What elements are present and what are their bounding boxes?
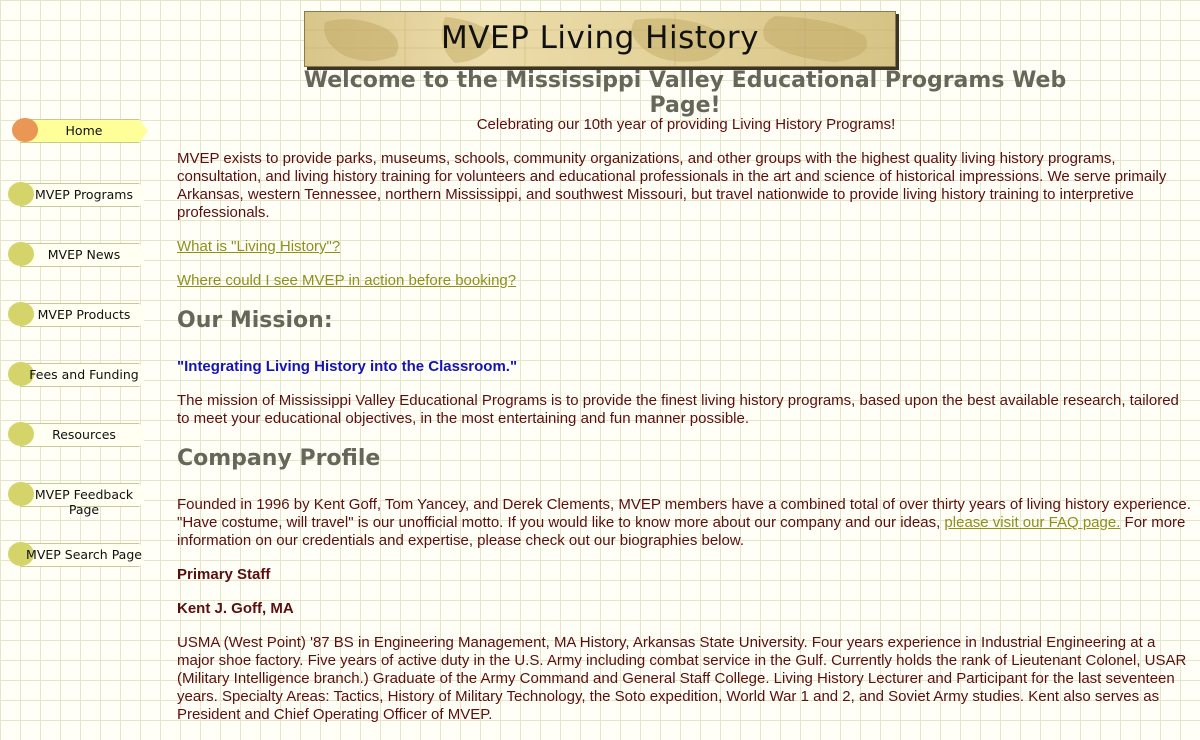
nav-label: Fees and Funding <box>29 367 139 382</box>
staff-name: Kent J. Goff, MA <box>177 600 294 617</box>
banner-title: MVEP Living History <box>441 20 759 56</box>
nav-feedback-button[interactable] <box>8 482 150 517</box>
intro-paragraph: MVEP exists to provide parks, museums, schools, community organizations, and other groups with the highest quality living history programs, consultation, and living history training for volunteers and educational professionals in the art and science of historical impressions. We serve primaily Arkansas, western Tennessee, northern Mississippi, and southwest Missouri, but travel nationwide to provide living history training to interpretive professionals. <box>177 150 1167 221</box>
profile-paragraph <box>177 496 1195 550</box>
nav-resources-button[interactable] <box>8 422 150 446</box>
nav-fees-button[interactable] <box>8 362 150 386</box>
mission-motto: "Integrating Living History into the Classroom." <box>177 358 518 375</box>
nav-products-button[interactable] <box>8 302 150 326</box>
celebrating-text: Celebrating our 10th year of providing Living History Programs! <box>476 116 896 133</box>
welcome-heading: Welcome to the Mississippi Valley Educational Programs Web Page! <box>303 68 1067 118</box>
mission-text: The mission of Mississippi Valley Educational Programs is to provide the finest living history programs, based upon the best available research, tailored to meet your educational objectives, in the most entertaining and fun manner possible. <box>177 392 1179 427</box>
mission-heading: Our Mission: <box>177 308 333 333</box>
nav-label: MVEP Search Page <box>26 547 142 562</box>
site-banner <box>304 11 896 67</box>
nav-news-button[interactable] <box>8 242 150 266</box>
profile-text: Founded in 1996 by Kent Goff, Tom Yancey, and Derek Clements, MVEP members have a combined total of over thirty years of living history experience. "Have costume, will travel" is our unofficial motto. If you would like to know more about our company and our ideas, <box>177 496 1191 531</box>
nav-label: MVEP News <box>47 247 121 262</box>
nav-programs-button[interactable] <box>8 182 150 206</box>
faq-link[interactable]: please visit our FAQ page. <box>944 514 1121 531</box>
nav-label: Home <box>65 123 103 138</box>
living-history-link[interactable]: What is "Living History"? <box>177 238 341 255</box>
nav-search-button[interactable] <box>8 542 150 566</box>
primary-staff-heading: Primary Staff <box>177 566 271 583</box>
nav-label: MVEP Feedback Page <box>34 487 134 517</box>
profile-text-after: For more information on our credentials and expertise, please check out our biographies below. <box>177 514 1186 549</box>
company-profile-heading: Company Profile <box>177 446 381 471</box>
nav-label: MVEP Programs <box>35 187 133 202</box>
nav-home-button[interactable] <box>8 118 150 142</box>
nav-label: Resources <box>52 427 116 442</box>
nav-label: MVEP Products <box>37 307 131 322</box>
staff-bio: USMA (West Point) '87 BS in Engineering Management, MA History, Arkansas State University. Four years experience in Industrial Engineering at a major shoe factory. Five years of active duty in the U.S. Army including combat service in the Gulf. Currently holds the rank of Lieutenant Colonel, USAR (Military Intelligence branch.) Graduate of the Army Command and General Staff College. Living History Lecturer and Participant for the last seventeen years. Specialty Areas: Tactics, History of Military Technology, the Soto expedition, World War 1 and 2, and Soviet Army studies. Kent also serves as President and Chief Operating Officer of MVEP. <box>177 634 1187 723</box>
mvep-in-action-link[interactable]: Where could I see MVEP in action before booking? <box>177 272 517 289</box>
